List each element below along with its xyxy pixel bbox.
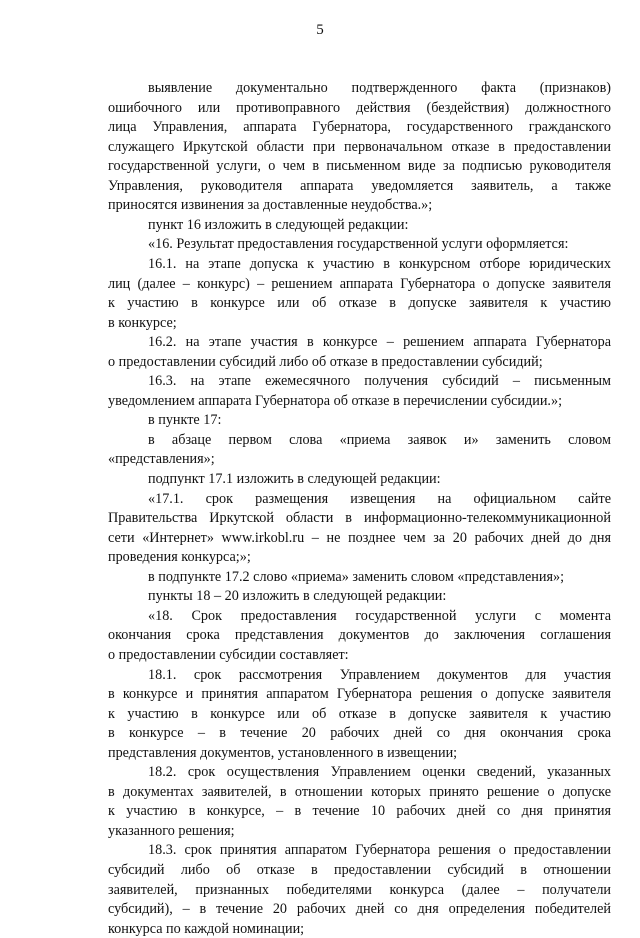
- page-number: 5: [316, 22, 324, 38]
- text-line: в пункте 17:: [148, 412, 222, 429]
- text-line: в конкурсе;: [108, 314, 177, 331]
- text-line: 18.3. срок принятия аппаратом Губернатора решения о предоставлении: [148, 842, 611, 859]
- text-line: лица Управления, аппарата Губернатора, государственного гражданского: [108, 119, 611, 136]
- text-line: «представления»;: [108, 451, 215, 468]
- text-line: конкурса по каждой номинации;: [108, 920, 305, 937]
- text-line: Правительства Иркутской области в информационно-телекоммуникационной: [108, 510, 611, 527]
- text-line: к участию в конкурсе или об отказе в допуске заявителя к участию: [108, 295, 611, 312]
- text-line: пункты 18 – 20 изложить в следующей редакции:: [148, 588, 447, 605]
- text-line: в конкурсе – в течение 20 рабочих дней со дня окончания срока: [108, 725, 611, 742]
- text-line: 16.1. на этапе допуска к участию в конкурсном отборе юридических: [148, 255, 611, 272]
- text-line: в документах заявителей, в отношении которых принято решение о допуске: [108, 783, 611, 800]
- text-line: уведомлением аппарата Губернатора об отказе в перечислении субсидии.»;: [108, 392, 563, 409]
- text-line: в конкурсе и принятия аппаратом Губернатора решения о допуске заявителя: [108, 686, 611, 703]
- text-line: «16. Результат предоставления государственной услуги оформляется:: [148, 236, 569, 253]
- text-line: государственной услуги, о чем в письменном виде за подписью руководителя: [108, 158, 611, 175]
- text-line: к участию в конкурсе или об отказе в допуске заявителя к участию: [108, 705, 611, 722]
- text-line: указанного решения;: [108, 822, 235, 839]
- text-line: 18.2. срок осуществления Управлением оценки сведений, указанных: [148, 764, 611, 781]
- text-line: «18. Срок предоставления государственной услуги с момента: [148, 607, 611, 624]
- text-line: подпункт 17.1 изложить в следующей редакции:: [148, 471, 441, 487]
- text-line: 18.1. срок рассмотрения Управлением документов для участия: [148, 666, 611, 683]
- text-line: в подпункте 17.2 слово «приема» заменить словом «представления»;: [148, 568, 565, 585]
- text-line: сети «Интернет» www.irkobl.ru – не позднее чем за 20 рабочих дней до дня: [108, 529, 611, 546]
- text-line: окончания срока представления документов до заключения соглашения: [108, 627, 611, 644]
- text-line: пункт 16 изложить в следующей редакции:: [148, 216, 409, 233]
- text-line: 16.3. на этапе ежемесячного получения субсидий – письменным: [148, 373, 611, 390]
- text-line: приносятся извинения за доставленные неудобства.»;: [108, 197, 433, 214]
- text-line: «17.1. срок размещения извещения на официальном сайте: [148, 490, 611, 507]
- text-line: в абзаце первом слова «приема заявок и» заменить словом: [148, 431, 611, 448]
- text-line: о предоставлении субсидий либо об отказе в предоставлении субсидий;: [108, 353, 543, 370]
- text-line: о предоставлении субсидии составляет:: [108, 646, 349, 663]
- text-line: служащего Иркутской области при первоначальном отказе в предоставлении: [108, 138, 611, 155]
- text-line: к участию в конкурсе, – в течение 10 рабочих дней со дня принятия: [108, 803, 611, 820]
- text-line: заявителей, признанных победителями конкурса (далее – получатели: [108, 881, 611, 898]
- text-line: Управления, руководителя аппарата уведомляется заявитель, а также: [108, 177, 611, 194]
- text-line: субсидий), – в течение 20 рабочих дней со дня определения победителей: [108, 901, 611, 918]
- text-line: представления документов, установленного в извещении;: [108, 744, 458, 761]
- text-line: субсидий либо об отказе в предоставлении субсидий в отношении: [108, 862, 611, 878]
- text-line: лиц (далее – конкурс) – решением аппарата Губернатора о допуске заявителя: [108, 275, 611, 292]
- text-line: 16.2. на этапе участия в конкурсе – решением аппарата Губернатора: [148, 334, 611, 351]
- text-line: выявление документально подтвержденного факта (признаков): [148, 80, 611, 96]
- text-line: ошибочного или противоправного действия (бездействия) должностного: [108, 99, 611, 116]
- text-line: проведения конкурса;»;: [108, 549, 251, 566]
